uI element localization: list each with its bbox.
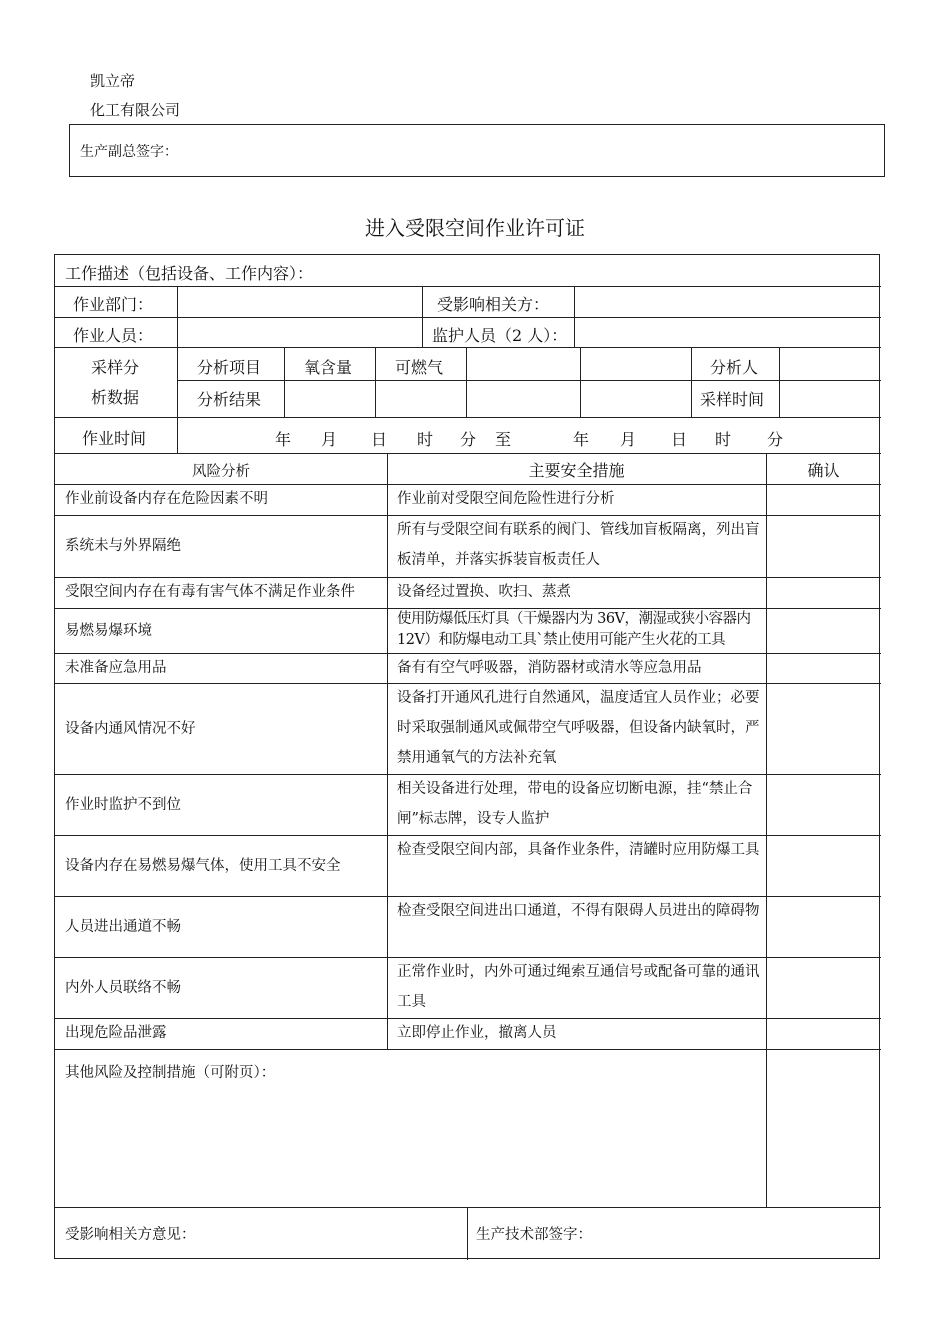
measure-cell: 检查受限空间进出口通道，不得有限碍人员进出的障碍物 <box>397 903 760 919</box>
other-risks-field[interactable] <box>57 1085 762 1205</box>
confirm-cell[interactable] <box>768 610 878 651</box>
sampling-label-line2: 析数据 <box>91 388 140 407</box>
confirm-cell[interactable] <box>768 1020 878 1047</box>
tech-dept-signature-label: 生产技术部签字： <box>476 1227 592 1243</box>
measure-cell: 检查受限空间内部，具备作业条件，清罐时应用防爆工具 <box>397 842 760 858</box>
risk-cell: 作业时监护不到位 <box>65 797 181 813</box>
measure-cell: 立即停止作业，撤离人员 <box>397 1025 557 1041</box>
confirm-cell[interactable] <box>768 837 878 894</box>
measure-cell: 正常作业时，内外可通过绳索互通信号或配备可靠的通讯工具 <box>397 964 760 1010</box>
sampling-time-label: 采样时间 <box>700 390 765 409</box>
measure-cell: 备有有空气呼吸器，消防器材或清水等应急用品 <box>397 660 702 676</box>
sampling-label-line1: 采样分 <box>91 358 140 377</box>
affected-party-opinion-label: 受影响相关方意见： <box>65 1227 196 1243</box>
time-unit-hour-end: 时 <box>715 430 732 449</box>
risk-cell: 未准备应急用品 <box>65 660 167 676</box>
time-unit-minute-start: 分 <box>460 430 477 449</box>
time-unit-day-end: 日 <box>671 430 688 449</box>
risk-cell: 内外人员联络不畅 <box>65 980 181 996</box>
time-unit-day-start: 日 <box>371 430 388 449</box>
risk-cell: 设备内通风情况不好 <box>65 721 196 737</box>
measure-cell: 使用防爆低压灯具（干燥器内为 36V，潮湿或狭小容器内 12V）和防爆电动工具`禁止使用可能产生火花的工具 <box>397 611 751 648</box>
risk-cell: 系统未与外界隔绝 <box>65 538 181 554</box>
time-unit-to: 至 <box>495 430 512 449</box>
measure-cell: 设备经过置换、吹扫、蒸煮 <box>397 584 571 600</box>
supervisor-label: 监护人员（2 人）： <box>432 326 568 345</box>
permit-form <box>54 254 880 1259</box>
time-unit-minute-end: 分 <box>767 430 784 449</box>
col-header-confirm: 确认 <box>807 461 840 480</box>
affected-party-label: 受影响相关方： <box>437 295 550 314</box>
page-title: 进入受限空间作业许可证 <box>365 216 585 240</box>
risk-cell: 易燃易爆环境 <box>65 623 152 639</box>
personnel-field[interactable] <box>179 319 419 346</box>
analysis-result-label: 分析结果 <box>197 390 262 409</box>
risk-cell: 受限空间内存在有毒有害气体不满足作业条件 <box>65 584 355 600</box>
work-time-label: 作业时间 <box>82 429 147 448</box>
confirm-cell[interactable] <box>768 517 878 575</box>
vp-signature-box <box>69 124 885 177</box>
work-description-label: 工作描述（包括设备、工作内容）： <box>65 264 314 283</box>
time-unit-year-end: 年 <box>573 430 590 449</box>
risk-cell: 设备内存在易燃易爆气体，使用工具不安全 <box>65 858 341 874</box>
risk-cell: 作业前设备内存在危险因素不明 <box>65 491 268 507</box>
analyst-label: 分析人 <box>710 358 759 377</box>
personnel-label: 作业人员： <box>73 326 154 345</box>
analysis-item-label: 分析项目 <box>197 358 262 377</box>
time-unit-month-start: 月 <box>321 430 338 449</box>
vp-signature-label: 生产副总签字： <box>80 144 178 160</box>
department-label: 作业部门： <box>73 295 154 314</box>
time-unit-hour-start: 时 <box>417 430 434 449</box>
other-risks-label: 其他风险及控制措施（可附页）： <box>65 1065 276 1081</box>
confirm-cell[interactable] <box>768 959 878 1016</box>
col-header-measures: 主要安全措施 <box>528 461 625 480</box>
department-field[interactable] <box>179 288 419 315</box>
measure-cell: 作业前对受限空间危险性进行分析 <box>397 491 615 507</box>
supervisor-field[interactable] <box>576 319 876 346</box>
col-header-risk: 风险分析 <box>192 464 250 480</box>
risk-cell: 人员进出通道不畅 <box>65 919 181 935</box>
flammable-gas-label: 可燃气 <box>395 358 444 377</box>
confirm-cell[interactable] <box>768 776 878 833</box>
confirm-cell[interactable] <box>768 898 878 955</box>
company-name-line2: 化工有限公司 <box>90 101 181 119</box>
measure-cell: 所有与受限空间有联系的阀门、管线加盲板隔离，列出盲板清单，并落实拆装盲板责任人 <box>397 522 760 568</box>
other-risks-confirm-cell[interactable] <box>768 1051 878 1205</box>
time-unit-month-end: 月 <box>620 430 637 449</box>
time-unit-year-start: 年 <box>275 430 292 449</box>
confirm-cell[interactable] <box>768 655 878 681</box>
confirm-cell[interactable] <box>768 579 878 606</box>
measure-cell: 相关设备进行处理，带电的设备应切断电源，挂“禁止合闸”标志牌，设专人监护 <box>397 781 753 827</box>
risk-cell: 出现危险品泄露 <box>65 1025 167 1041</box>
oxygen-label: 氧含量 <box>304 358 353 377</box>
confirm-cell[interactable] <box>768 486 878 513</box>
measure-cell: 设备打开通风孔进行自然通风，温度适宜人员作业；必要时采取强制通风或佩带空气呼吸器，但设备内缺氧时，严禁用通氧气的方法补充氧 <box>397 690 760 766</box>
confirm-cell[interactable] <box>768 685 878 772</box>
affected-party-field[interactable] <box>576 288 876 315</box>
company-name-line1: 凯立帝 <box>90 72 136 90</box>
